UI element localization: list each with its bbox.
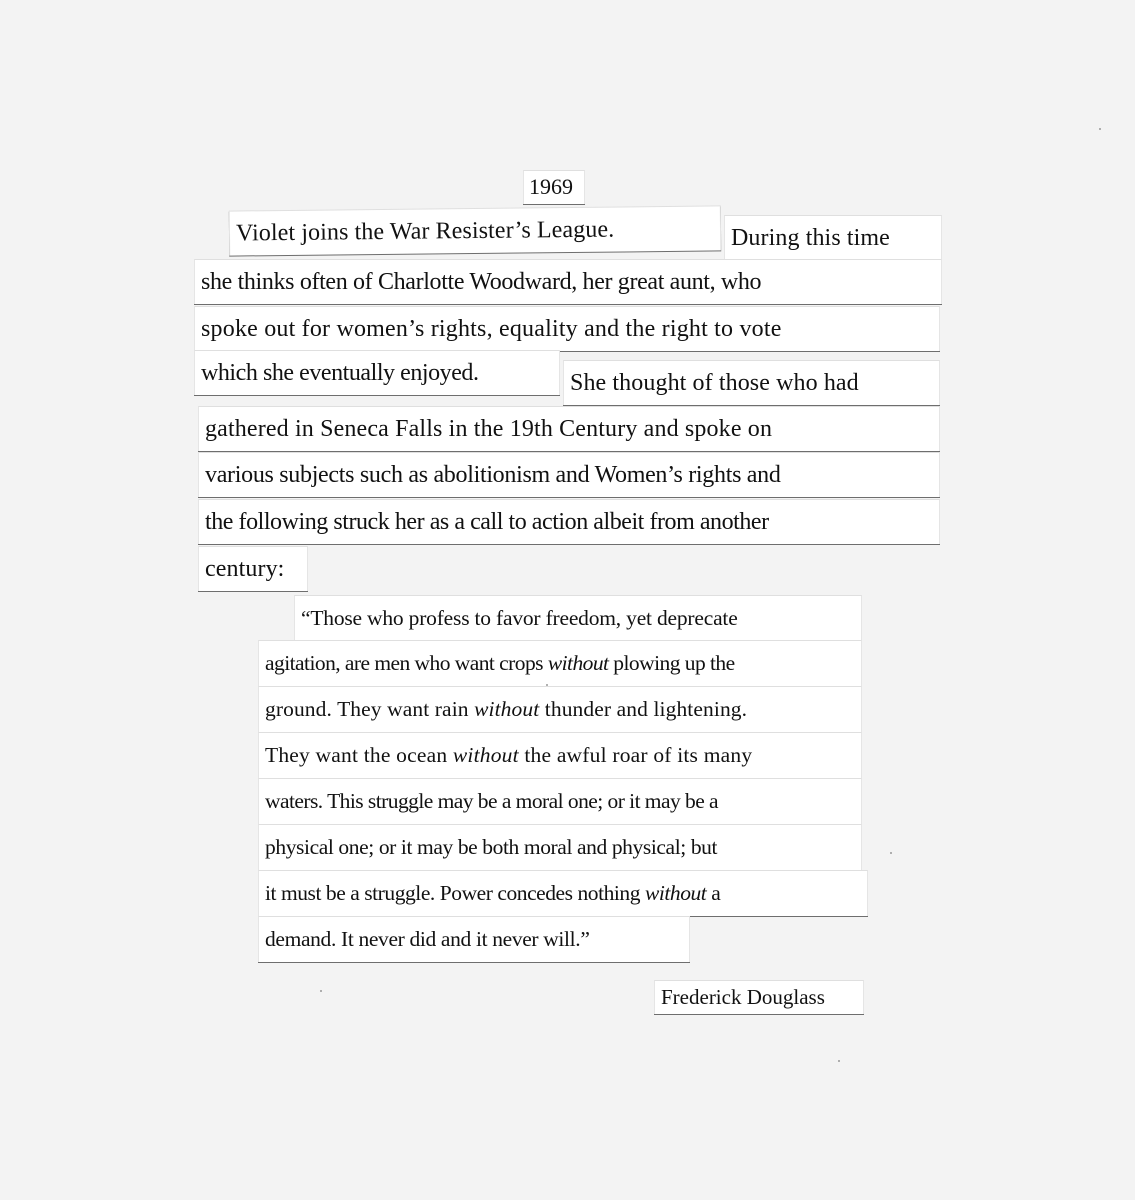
year-label	[523, 170, 585, 204]
paper-speck	[838, 1060, 840, 1062]
narrative-strip-7	[198, 452, 940, 497]
quote-text: the awful roar of its many	[518, 743, 753, 767]
attribution-label	[654, 980, 864, 1014]
quote-text: ground. They want rain	[265, 697, 475, 721]
quote-line-2	[258, 640, 862, 686]
narrative-line: During this time	[731, 225, 890, 251]
quote-text: plowing up the	[608, 651, 735, 675]
quote-line-7	[258, 870, 868, 916]
narrative-strip-5	[563, 360, 940, 405]
attribution-text: Frederick Douglass	[661, 985, 825, 1009]
paper-speck	[546, 684, 548, 686]
quote-text: agitation, are men who want crops	[265, 651, 548, 675]
quote-emphasis: without	[474, 697, 540, 721]
quote-text: “Those who profess to favor freedom, yet deprecate	[301, 606, 738, 630]
quote-line-6	[258, 824, 862, 870]
narrative-strip-2	[194, 259, 942, 304]
quote-line-8	[258, 916, 690, 962]
narrative-strip-6	[198, 406, 940, 451]
narrative-strip-9	[198, 546, 308, 591]
paper-speck	[890, 852, 892, 854]
quote-line-4	[258, 732, 862, 778]
paper-speck	[1099, 128, 1101, 130]
quote-line-1	[294, 595, 862, 641]
quote-text: They want the ocean	[265, 743, 453, 767]
narrative-line: she thinks often of Charlotte Woodward, her great aunt, who	[201, 269, 762, 295]
paper-speck	[320, 990, 322, 992]
narrative-strip-8	[198, 499, 940, 544]
quote-text: demand. It never did and it never will.”	[265, 927, 590, 951]
quote-line-5	[258, 778, 862, 824]
narrative-line: which she eventually enjoyed.	[201, 360, 479, 386]
quote-text: thunder and lightening.	[539, 697, 748, 721]
narrative-strip-4	[194, 350, 560, 395]
narrative-line: the following struck her as a call to action albeit from another	[205, 509, 769, 535]
quote-line-3	[258, 686, 862, 732]
narrative-line: She thought of those who had	[570, 370, 859, 396]
narrative-line: gathered in Seneca Falls in the 19th Century and spoke on	[205, 416, 773, 442]
narrative-strip-1	[724, 215, 942, 260]
quote-text: a	[706, 881, 721, 905]
narrative-line: spoke out for women’s rights, equality and the right to vote	[201, 316, 782, 342]
lead-strip	[229, 205, 721, 255]
narrative-strip-3	[194, 306, 940, 351]
narrative-line: various subjects such as abolitionism and Women’s rights and	[205, 462, 781, 488]
quote-text: it must be a struggle. Power concedes nothing	[265, 881, 645, 905]
lead-text: Violet joins the War Resister’s League.	[235, 216, 615, 247]
narrative-line: century:	[205, 556, 285, 582]
quote-emphasis: without	[644, 881, 707, 905]
year-text: 1969	[529, 174, 573, 199]
quote-text: physical one; or it may be both moral and physical; but	[265, 835, 718, 859]
quote-emphasis: without	[452, 743, 519, 767]
quote-text: waters. This struggle may be a moral one; or it may be a	[265, 789, 719, 813]
quote-emphasis: without	[547, 651, 609, 675]
